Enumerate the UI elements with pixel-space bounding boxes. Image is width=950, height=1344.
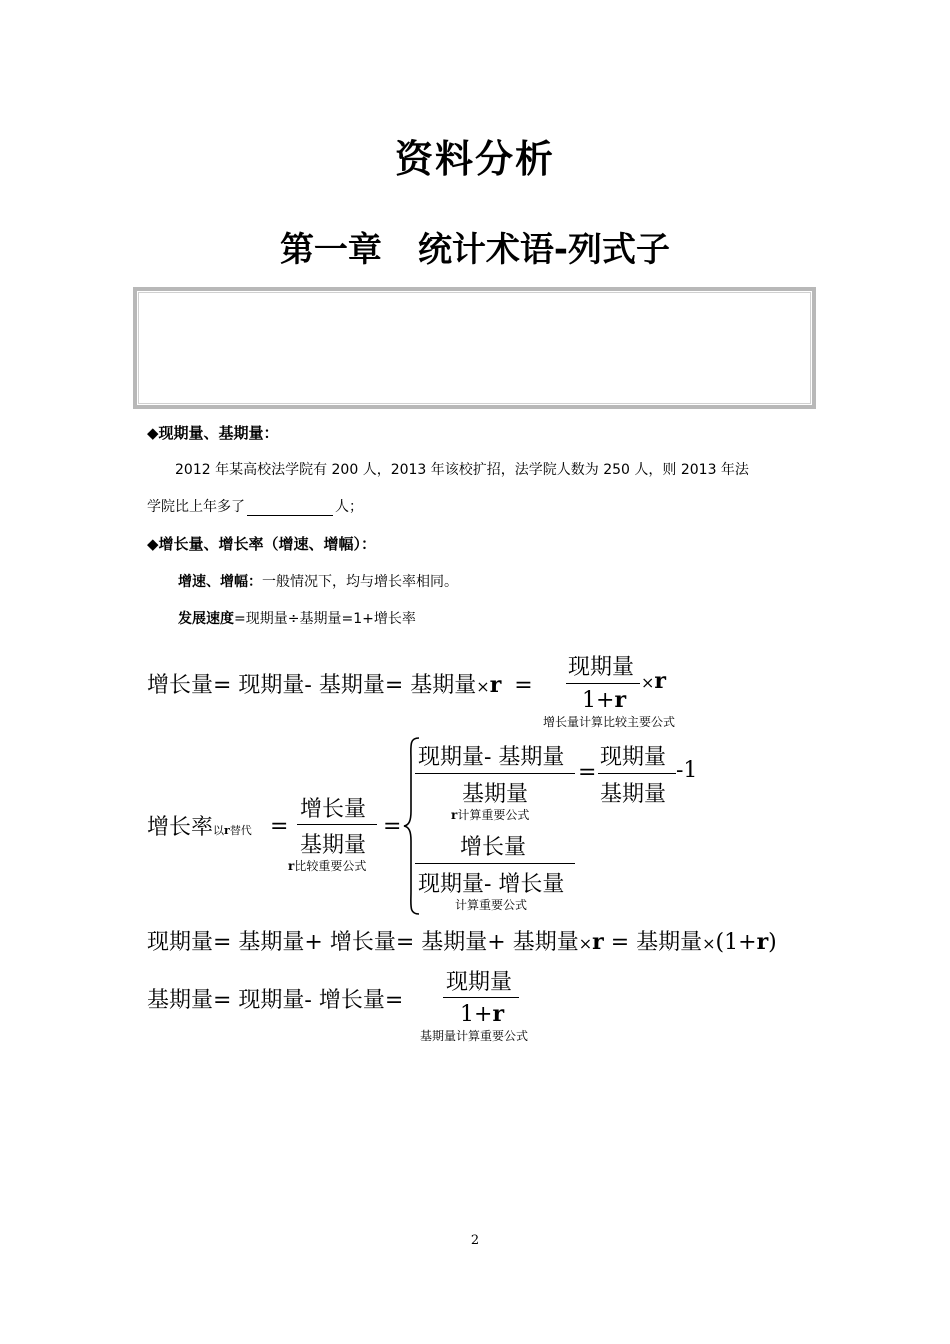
chapter-name: 统计术语-列式子 bbox=[417, 230, 671, 270]
development-speed-definition bbox=[178, 608, 416, 628]
formula2-note: r比较重要公式 bbox=[288, 859, 367, 873]
formula2-top-numerator2: 现期量 bbox=[600, 745, 667, 770]
formula2-bottom-numerator: 增长量 bbox=[460, 835, 527, 860]
formula1-denominator: 1+r bbox=[582, 687, 627, 713]
formula2-eq2: = bbox=[383, 814, 402, 839]
formula2-lhs: 增长率以r替代 bbox=[147, 815, 252, 840]
formula1-note: 增长量计算比较主要公式 bbox=[543, 715, 676, 729]
formula2-top-numerator: 现期量- 基期量 bbox=[418, 745, 565, 770]
formula1-tail: ×r bbox=[641, 668, 666, 694]
formula2-fraction-bar bbox=[297, 824, 377, 825]
formula4-numerator: 现期量 bbox=[446, 970, 513, 995]
formula2-top-note: r计算重要公式 bbox=[451, 808, 530, 822]
formula2-top-denominator2: 基期量 bbox=[600, 782, 667, 807]
example-text-prefix: 学院比上年多了 bbox=[147, 499, 245, 515]
formula2-denominator: 基期量 bbox=[300, 833, 367, 858]
formula1-numerator: 现期量 bbox=[568, 655, 635, 680]
example-text-line1: 2012 年某高校法学院有 200 人，2013 年该校扩招，法学院人数为 250 人，则 2013 年法 bbox=[175, 462, 749, 478]
formula1-fraction-bar bbox=[566, 683, 640, 684]
formula4-denominator: 1+r bbox=[460, 1001, 505, 1027]
formula4-fraction-bar bbox=[443, 997, 519, 998]
formula2-top-denominator: 基期量 bbox=[462, 782, 529, 807]
formula2-numerator: 增长量 bbox=[300, 797, 367, 822]
answer-blank bbox=[247, 501, 333, 516]
formula4-note: 基期量计算重要公式 bbox=[420, 1029, 529, 1043]
chapter-heading bbox=[0, 222, 950, 271]
formula2-top-fraction-bar2 bbox=[598, 773, 676, 774]
speed-label: 增速、增幅： bbox=[178, 574, 262, 590]
dev-label: 发展速度 bbox=[178, 611, 234, 627]
formula-current-amount: 现期量= 基期量+ 增长量= 基期量+ 基期量×r = 基期量×(1+r) bbox=[147, 929, 777, 955]
empty-frame-box bbox=[133, 287, 816, 409]
formula2-top-tail: -1 bbox=[676, 758, 698, 783]
example-text-line2 bbox=[147, 496, 363, 516]
speed-definition bbox=[178, 571, 458, 591]
page-number: 2 bbox=[470, 1233, 480, 1248]
formula2-top-eq: = bbox=[578, 760, 597, 785]
formula4-lhs: 基期量= 现期量- 增长量= bbox=[147, 988, 404, 1013]
dev-text: =现期量÷基期量=1+增长率 bbox=[234, 611, 416, 627]
formula2-bottom-denominator: 现期量- 增长量 bbox=[418, 872, 565, 897]
section-heading-growth: ◆增长量、增长率（增速、增幅）： bbox=[147, 535, 377, 553]
formula2-bottom-note: 计算重要公式 bbox=[455, 898, 528, 912]
document-title: 资料分析 bbox=[394, 137, 555, 181]
speed-text: 一般情况下，均与增长率相同。 bbox=[262, 574, 458, 590]
formula2-bottom-fraction-bar bbox=[415, 863, 575, 864]
formula1-lhs: 增长量= 现期量- 基期量= 基期量×r = bbox=[147, 672, 533, 698]
example-text-suffix: 人； bbox=[335, 499, 363, 515]
formula2-eq1: = bbox=[270, 814, 289, 839]
chapter-number: 第一章 bbox=[279, 230, 382, 270]
section-heading-current-base: ◆现期量、基期量： bbox=[147, 424, 279, 442]
formula2-top-fraction-bar bbox=[415, 773, 575, 774]
